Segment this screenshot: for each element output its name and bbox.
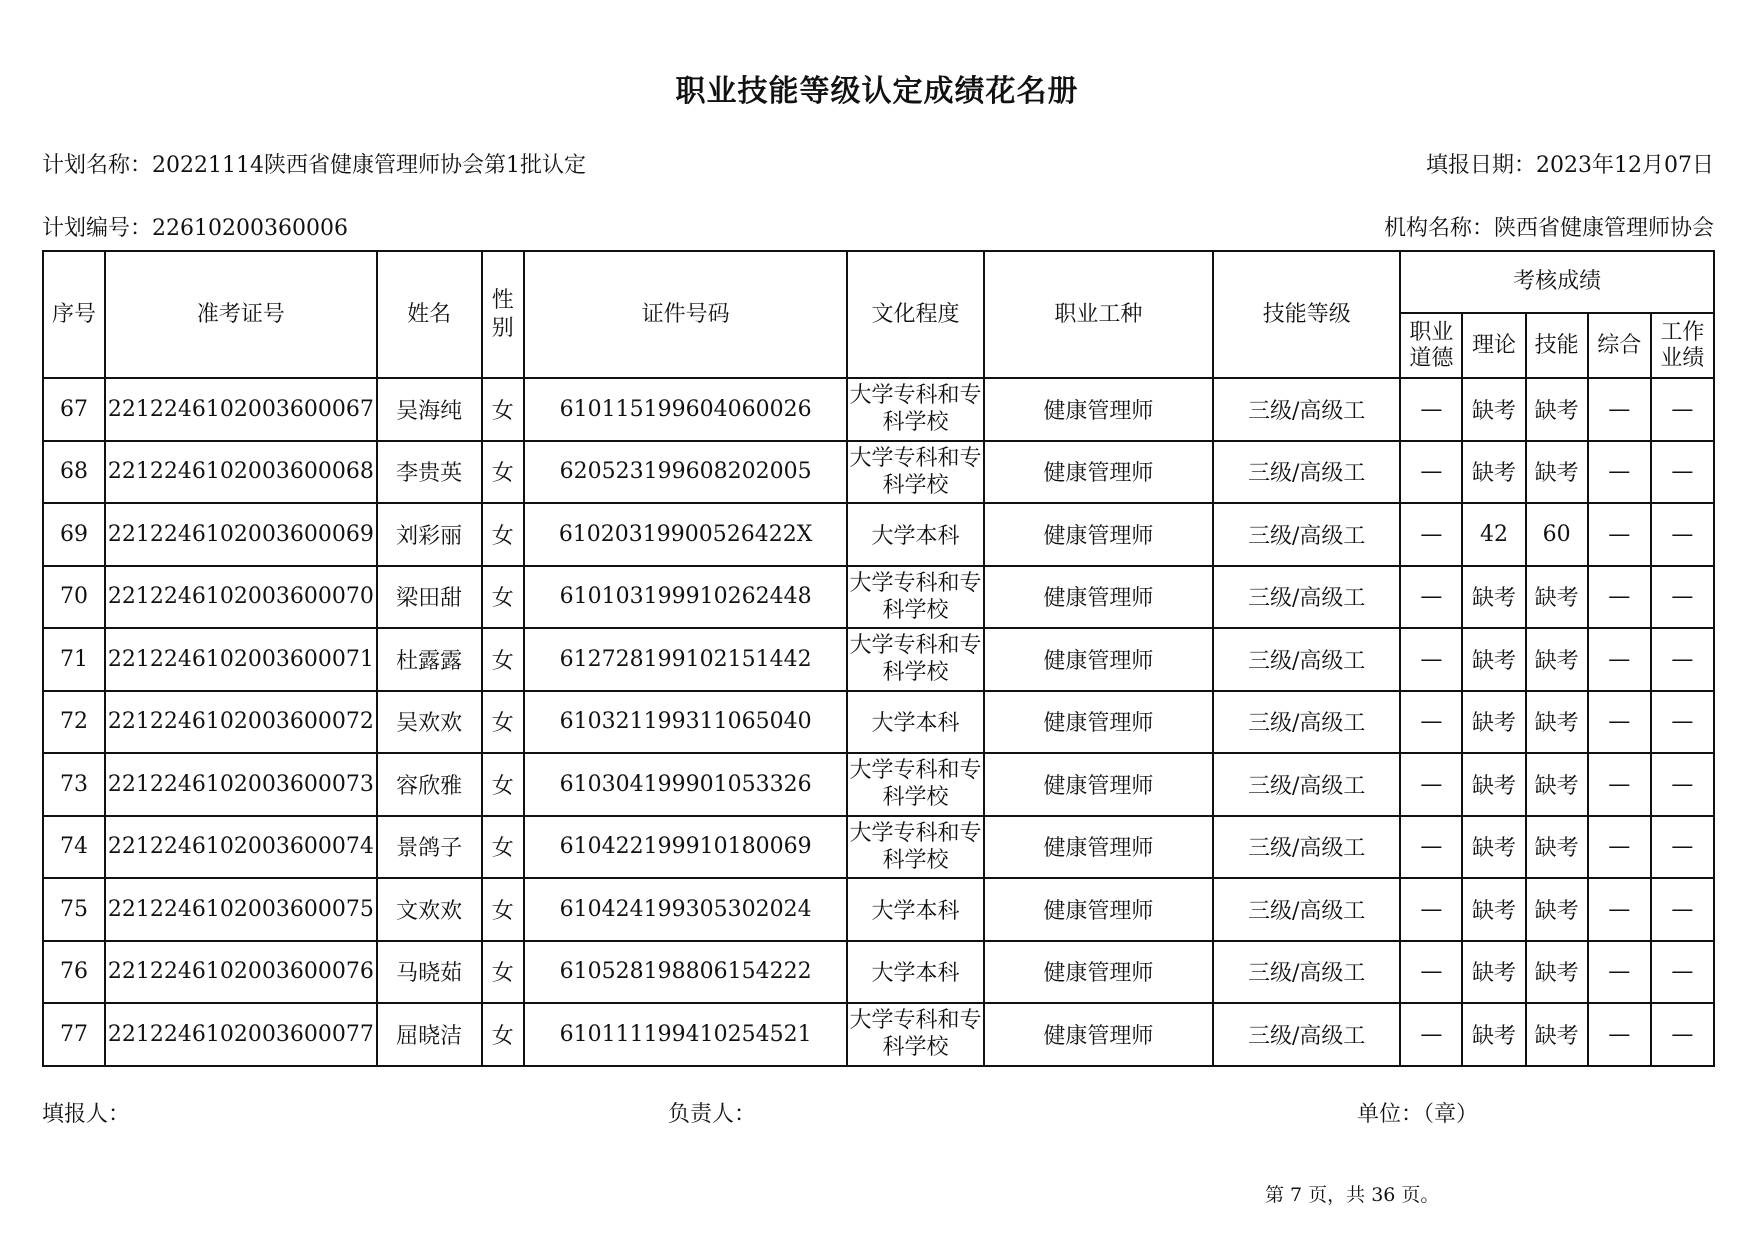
row-performance: — [1651, 878, 1714, 941]
header-row-1 [43, 251, 1714, 313]
row-id-no: 610528198806154222 [524, 941, 848, 1004]
table-row [43, 941, 1714, 1004]
row-performance: — [1651, 378, 1714, 441]
row-performance: — [1651, 628, 1714, 691]
row-skill: 缺考 [1526, 628, 1588, 691]
row-occupation: 健康管理师 [984, 691, 1213, 754]
table-row [43, 816, 1714, 879]
row-gender: 女 [482, 691, 524, 754]
header-education: 文化程度 [847, 251, 983, 378]
row-seq: 70 [43, 566, 105, 629]
row-exam-no: 2212246102003600069 [105, 503, 376, 566]
row-id-no: 610321199311065040 [524, 691, 848, 754]
row-exam-no: 2212246102003600073 [105, 753, 376, 816]
header-theory: 理论 [1462, 313, 1525, 378]
row-skill: 缺考 [1526, 378, 1588, 441]
row-theory: 42 [1462, 503, 1525, 566]
row-seq: 72 [43, 691, 105, 754]
header-seq: 序号 [43, 251, 105, 378]
row-ethics: — [1400, 691, 1462, 754]
row-exam-no: 2212246102003600072 [105, 691, 376, 754]
table-row [43, 878, 1714, 941]
row-skill-level: 三级/高级工 [1213, 1003, 1400, 1066]
row-seq: 74 [43, 816, 105, 879]
row-seq: 76 [43, 941, 105, 1004]
row-theory: 缺考 [1462, 1003, 1525, 1066]
row-skill-level: 三级/高级工 [1213, 816, 1400, 879]
row-composite: — [1588, 753, 1651, 816]
row-skill-level: 三级/高级工 [1213, 941, 1400, 1004]
row-composite: — [1588, 503, 1651, 566]
row-skill: 缺考 [1526, 1003, 1588, 1066]
page-title: 职业技能等级认定成绩花名册 [675, 74, 1079, 109]
row-ethics: — [1400, 378, 1462, 441]
row-skill: 缺考 [1526, 441, 1588, 504]
row-seq: 75 [43, 878, 105, 941]
header-occupation: 职业工种 [984, 251, 1213, 378]
row-name: 吴欢欢 [377, 691, 482, 754]
row-education: 大学本科 [847, 878, 983, 941]
table-row [43, 441, 1714, 504]
row-theory: 缺考 [1462, 878, 1525, 941]
row-seq: 67 [43, 378, 105, 441]
row-name: 容欣雅 [377, 753, 482, 816]
owner-label: 负责人： [668, 1102, 757, 1127]
row-composite: — [1588, 816, 1651, 879]
row-skill: 缺考 [1526, 816, 1588, 879]
row-gender: 女 [482, 628, 524, 691]
row-id-no: 610103199910262448 [524, 566, 848, 629]
row-id-no: 612728199102151442 [524, 628, 848, 691]
header-name: 姓名 [377, 251, 482, 378]
table-row [43, 503, 1714, 566]
page-number: 第 7 页，共 36 页。 [1265, 1184, 1440, 1206]
row-id-no: 61020319900526422X [524, 503, 848, 566]
row-seq: 71 [43, 628, 105, 691]
row-seq: 73 [43, 753, 105, 816]
row-performance: — [1651, 691, 1714, 754]
row-skill: 缺考 [1526, 878, 1588, 941]
row-gender: 女 [482, 1003, 524, 1066]
row-name: 刘彩丽 [377, 503, 482, 566]
row-occupation: 健康管理师 [984, 878, 1213, 941]
row-composite: — [1588, 441, 1651, 504]
row-ethics: — [1400, 878, 1462, 941]
row-exam-no: 2212246102003600076 [105, 941, 376, 1004]
row-ethics: — [1400, 503, 1462, 566]
row-name: 景鸽子 [377, 816, 482, 879]
row-theory: 缺考 [1462, 441, 1525, 504]
row-name: 文欢欢 [377, 878, 482, 941]
table-row [43, 1003, 1714, 1066]
row-name: 梁田甜 [377, 566, 482, 629]
table-row [43, 378, 1714, 441]
row-gender: 女 [482, 441, 524, 504]
row-occupation: 健康管理师 [984, 816, 1213, 879]
row-theory: 缺考 [1462, 566, 1525, 629]
row-education: 大学专科和专科学校 [847, 1003, 983, 1066]
row-performance: — [1651, 503, 1714, 566]
table-row [43, 566, 1714, 629]
row-name: 李贵英 [377, 441, 482, 504]
filler-label: 填报人： [42, 1102, 131, 1127]
row-seq: 77 [43, 1003, 105, 1066]
row-id-no: 610111199410254521 [524, 1003, 848, 1066]
row-ethics: — [1400, 941, 1462, 1004]
header-performance: 工作业绩 [1651, 313, 1714, 378]
row-skill: 缺考 [1526, 691, 1588, 754]
row-performance: — [1651, 1003, 1714, 1066]
row-skill: 缺考 [1526, 566, 1588, 629]
table-row [43, 691, 1714, 754]
row-exam-no: 2212246102003600077 [105, 1003, 376, 1066]
row-theory: 缺考 [1462, 941, 1525, 1004]
row-name: 马晓茹 [377, 941, 482, 1004]
row-gender: 女 [482, 816, 524, 879]
row-gender: 女 [482, 941, 524, 1004]
row-education: 大学专科和专科学校 [847, 753, 983, 816]
header-composite: 综合 [1588, 313, 1651, 378]
header-ethics: 职业道德 [1400, 313, 1462, 378]
row-exam-no: 2212246102003600075 [105, 878, 376, 941]
row-performance: — [1651, 753, 1714, 816]
row-skill: 缺考 [1526, 753, 1588, 816]
row-ethics: — [1400, 566, 1462, 629]
row-ethics: — [1400, 441, 1462, 504]
row-exam-no: 2212246102003600071 [105, 628, 376, 691]
row-name: 杜露露 [377, 628, 482, 691]
row-occupation: 健康管理师 [984, 503, 1213, 566]
row-exam-no: 2212246102003600070 [105, 566, 376, 629]
row-performance: — [1651, 566, 1714, 629]
row-education: 大学本科 [847, 503, 983, 566]
row-composite: — [1588, 691, 1651, 754]
score-roster-table [42, 250, 1715, 1067]
row-occupation: 健康管理师 [984, 378, 1213, 441]
row-ethics: — [1400, 628, 1462, 691]
row-skill-level: 三级/高级工 [1213, 691, 1400, 754]
row-occupation: 健康管理师 [984, 628, 1213, 691]
header-skill-level: 技能等级 [1213, 251, 1400, 378]
row-occupation: 健康管理师 [984, 941, 1213, 1004]
row-id-no: 610424199305302024 [524, 878, 848, 941]
row-composite: — [1588, 566, 1651, 629]
row-education: 大学本科 [847, 691, 983, 754]
row-occupation: 健康管理师 [984, 753, 1213, 816]
row-composite: — [1588, 1003, 1651, 1066]
row-occupation: 健康管理师 [984, 441, 1213, 504]
row-occupation: 健康管理师 [984, 566, 1213, 629]
header-skill: 技能 [1526, 313, 1588, 378]
row-skill-level: 三级/高级工 [1213, 753, 1400, 816]
row-skill-level: 三级/高级工 [1213, 503, 1400, 566]
row-skill-level: 三级/高级工 [1213, 878, 1400, 941]
row-id-no: 620523199608202005 [524, 441, 848, 504]
row-id-no: 610422199910180069 [524, 816, 848, 879]
row-id-no: 610304199901053326 [524, 753, 848, 816]
row-composite: — [1588, 941, 1651, 1004]
row-gender: 女 [482, 753, 524, 816]
row-theory: 缺考 [1462, 816, 1525, 879]
row-seq: 68 [43, 441, 105, 504]
header-scores-group: 考核成绩 [1400, 251, 1714, 313]
plan-number: 计划编号：22610200360006 [42, 216, 348, 241]
row-skill-level: 三级/高级工 [1213, 628, 1400, 691]
row-name: 吴海纯 [377, 378, 482, 441]
header-id-no: 证件号码 [524, 251, 848, 378]
row-composite: — [1588, 628, 1651, 691]
row-composite: — [1588, 878, 1651, 941]
row-skill-level: 三级/高级工 [1213, 378, 1400, 441]
row-id-no: 610115199604060026 [524, 378, 848, 441]
row-ethics: — [1400, 816, 1462, 879]
row-ethics: — [1400, 753, 1462, 816]
row-name: 屈晓洁 [377, 1003, 482, 1066]
row-education: 大学专科和专科学校 [847, 628, 983, 691]
row-education: 大学专科和专科学校 [847, 816, 983, 879]
row-skill-level: 三级/高级工 [1213, 566, 1400, 629]
row-theory: 缺考 [1462, 378, 1525, 441]
row-theory: 缺考 [1462, 753, 1525, 816]
row-occupation: 健康管理师 [984, 1003, 1213, 1066]
row-performance: — [1651, 441, 1714, 504]
row-education: 大学专科和专科学校 [847, 566, 983, 629]
row-exam-no: 2212246102003600074 [105, 816, 376, 879]
row-gender: 女 [482, 378, 524, 441]
fill-date: 填报日期：2023年12月07日 [1426, 153, 1714, 178]
unit-label: 单位：（章） [1357, 1102, 1479, 1127]
row-skill: 60 [1526, 503, 1588, 566]
organization-name: 机构名称：陕西省健康管理师协会 [1383, 216, 1714, 241]
table-row [43, 628, 1714, 691]
row-ethics: — [1400, 1003, 1462, 1066]
row-performance: — [1651, 941, 1714, 1004]
row-skill: 缺考 [1526, 941, 1588, 1004]
row-composite: — [1588, 378, 1651, 441]
row-gender: 女 [482, 503, 524, 566]
row-theory: 缺考 [1462, 691, 1525, 754]
row-exam-no: 2212246102003600067 [105, 378, 376, 441]
row-gender: 女 [482, 878, 524, 941]
row-education: 大学本科 [847, 941, 983, 1004]
table-row [43, 753, 1714, 816]
row-skill-level: 三级/高级工 [1213, 441, 1400, 504]
row-education: 大学专科和专科学校 [847, 441, 983, 504]
header-exam-no: 准考证号 [105, 251, 376, 378]
header-gender: 性别 [482, 251, 524, 378]
row-performance: — [1651, 816, 1714, 879]
roster-body [43, 378, 1714, 1066]
row-seq: 69 [43, 503, 105, 566]
row-education: 大学专科和专科学校 [847, 378, 983, 441]
row-theory: 缺考 [1462, 628, 1525, 691]
plan-name: 计划名称：20221114陕西省健康管理师协会第1批认定 [42, 153, 586, 178]
row-gender: 女 [482, 566, 524, 629]
row-exam-no: 2212246102003600068 [105, 441, 376, 504]
